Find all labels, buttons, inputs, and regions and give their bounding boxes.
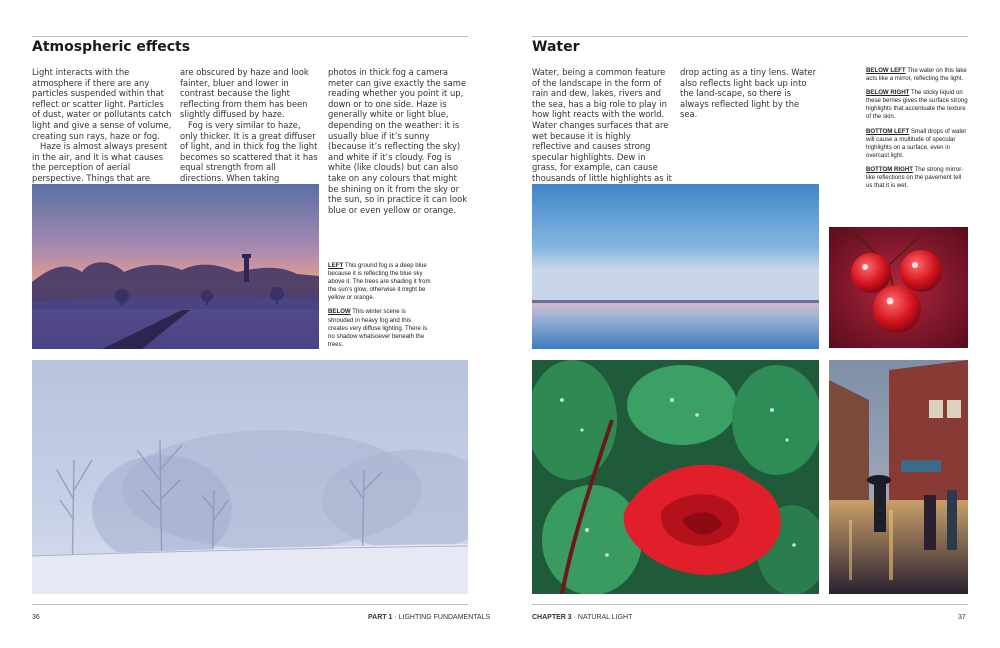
part-label: PART 1: [368, 614, 393, 621]
wet-street-photo: [829, 360, 968, 594]
left-text-column-2: [180, 67, 318, 184]
paragraph: Fog is very similar to haze, only thicker. It is a great diffuser of light, and in thick fog the light becomes so scattered that it has equal strength from all directions. When taking: [180, 119, 318, 183]
part-title: LIGHTING FUNDAMENTALS: [398, 614, 491, 621]
right-bottom-rule: [532, 604, 968, 605]
lake-photo: [532, 184, 819, 349]
caption-label: BELOW: [328, 308, 351, 316]
caption-label: LEFT: [328, 262, 344, 269]
caption-text: The sticky liquid on these berries gives the surface strong highlights that accentuate the texture of the skin.: [866, 89, 968, 121]
left-page-title: Atmospheric effects: [32, 39, 191, 55]
winter-fog-photo: [32, 360, 468, 594]
caption-text: The strong mirror-like reflections on the pavement tell us that it is wet.: [866, 165, 964, 190]
left-running-footer: PART 1 · LIGHTING FUNDAMENTALS: [368, 614, 491, 621]
red-berries-photo: [829, 227, 968, 348]
right-page-title: Water: [532, 39, 580, 55]
caption-below: [328, 308, 432, 348]
caption-label: BELOW LEFT: [866, 67, 906, 74]
caption-label: BELOW RIGHT: [866, 89, 910, 97]
right-page-number: 37: [958, 614, 966, 621]
chapter-label: CHAPTER 3: [532, 614, 572, 621]
left-text-column-3: [328, 67, 468, 215]
paragraph: are obscured by haze and look fainter, bluer and lower in contrast because the light reflecting from them has been slightly diffused by haze.: [180, 67, 309, 120]
paragraph: Haze is almost always present in the air, and it is what causes the perception of aerial perspective. Things that are: [32, 141, 168, 183]
right-text-column-2: [680, 67, 818, 120]
paragraph: Water, being a common feature of the landscape in the form of rain and dew, lakes, rivers and the sea, has a big role to play in how light reacts with the world. Water changes surfaces that are wet because it is highly reflective and causes strong specular highlights. Dew in grass, for example, can cause thousands of little highlights as it: [532, 67, 672, 183]
foggy-sunrise-photo: [32, 184, 319, 349]
caption-bottom-right: [866, 166, 968, 190]
left-top-rule: [32, 36, 468, 37]
left-captions: [328, 262, 432, 355]
caption-label: BOTTOM LEFT: [866, 127, 910, 135]
paragraph: drop acting as a tiny lens. Water also reflects light back up into the land-scape, so there is always reflected light by the sea.: [680, 67, 817, 120]
right-top-rule: [532, 36, 968, 37]
right-captions: [866, 67, 968, 196]
caption-text: This winter scene is shrouded in heavy fog and this creates very diffuse lighting. There is no shadow whatsoever beneath the trees.: [328, 308, 428, 348]
wet-rose-photo: [532, 360, 819, 594]
right-running-footer: CHAPTER 3 · NATURAL LIGHT: [532, 614, 633, 621]
caption-below-right: [866, 89, 968, 121]
caption-below-left: [866, 67, 968, 83]
left-page-number: 36: [32, 614, 40, 621]
caption-left: [328, 262, 432, 302]
chapter-title: NATURAL LIGHT: [577, 614, 633, 621]
caption-text: This ground fog is a deep blue because it is reflecting the blue sky above it. The trees are shading it from the sun’s glow, otherwise it might be yellow or orange.: [328, 262, 431, 302]
caption-bottom-left: [866, 128, 968, 160]
caption-text: Small drops of water will cause a multitude of specular highlights on a surface, even in overcast light.: [866, 127, 967, 159]
left-text-column-1: [32, 67, 172, 194]
paragraph: Light interacts with the atmosphere if there are any particles suspended within that reflect or scatter light. Particles of dust, water or pollutants catch light and give a sense of volume, creating sun rays, haze or fog.: [32, 67, 172, 141]
caption-text: The water on this lake acts like a mirror, reflecting the light.: [866, 67, 967, 83]
left-bottom-rule: [32, 604, 468, 605]
paragraph: photos in thick fog a camera meter can give exactly the same reading whether you point it up, down or to one side. Haze is generally white or light blue, depending on the weather: it is usually blue if it’s sunny (because it’s reflecting the sky) and white if it’s cloudy. Fog is white (like clouds) but can also take on any colours that might be shining on it from the sky or the sun, so in practice it can look blue or even yellow or orange.: [328, 67, 468, 215]
caption-label: BOTTOM RIGHT: [866, 165, 913, 173]
